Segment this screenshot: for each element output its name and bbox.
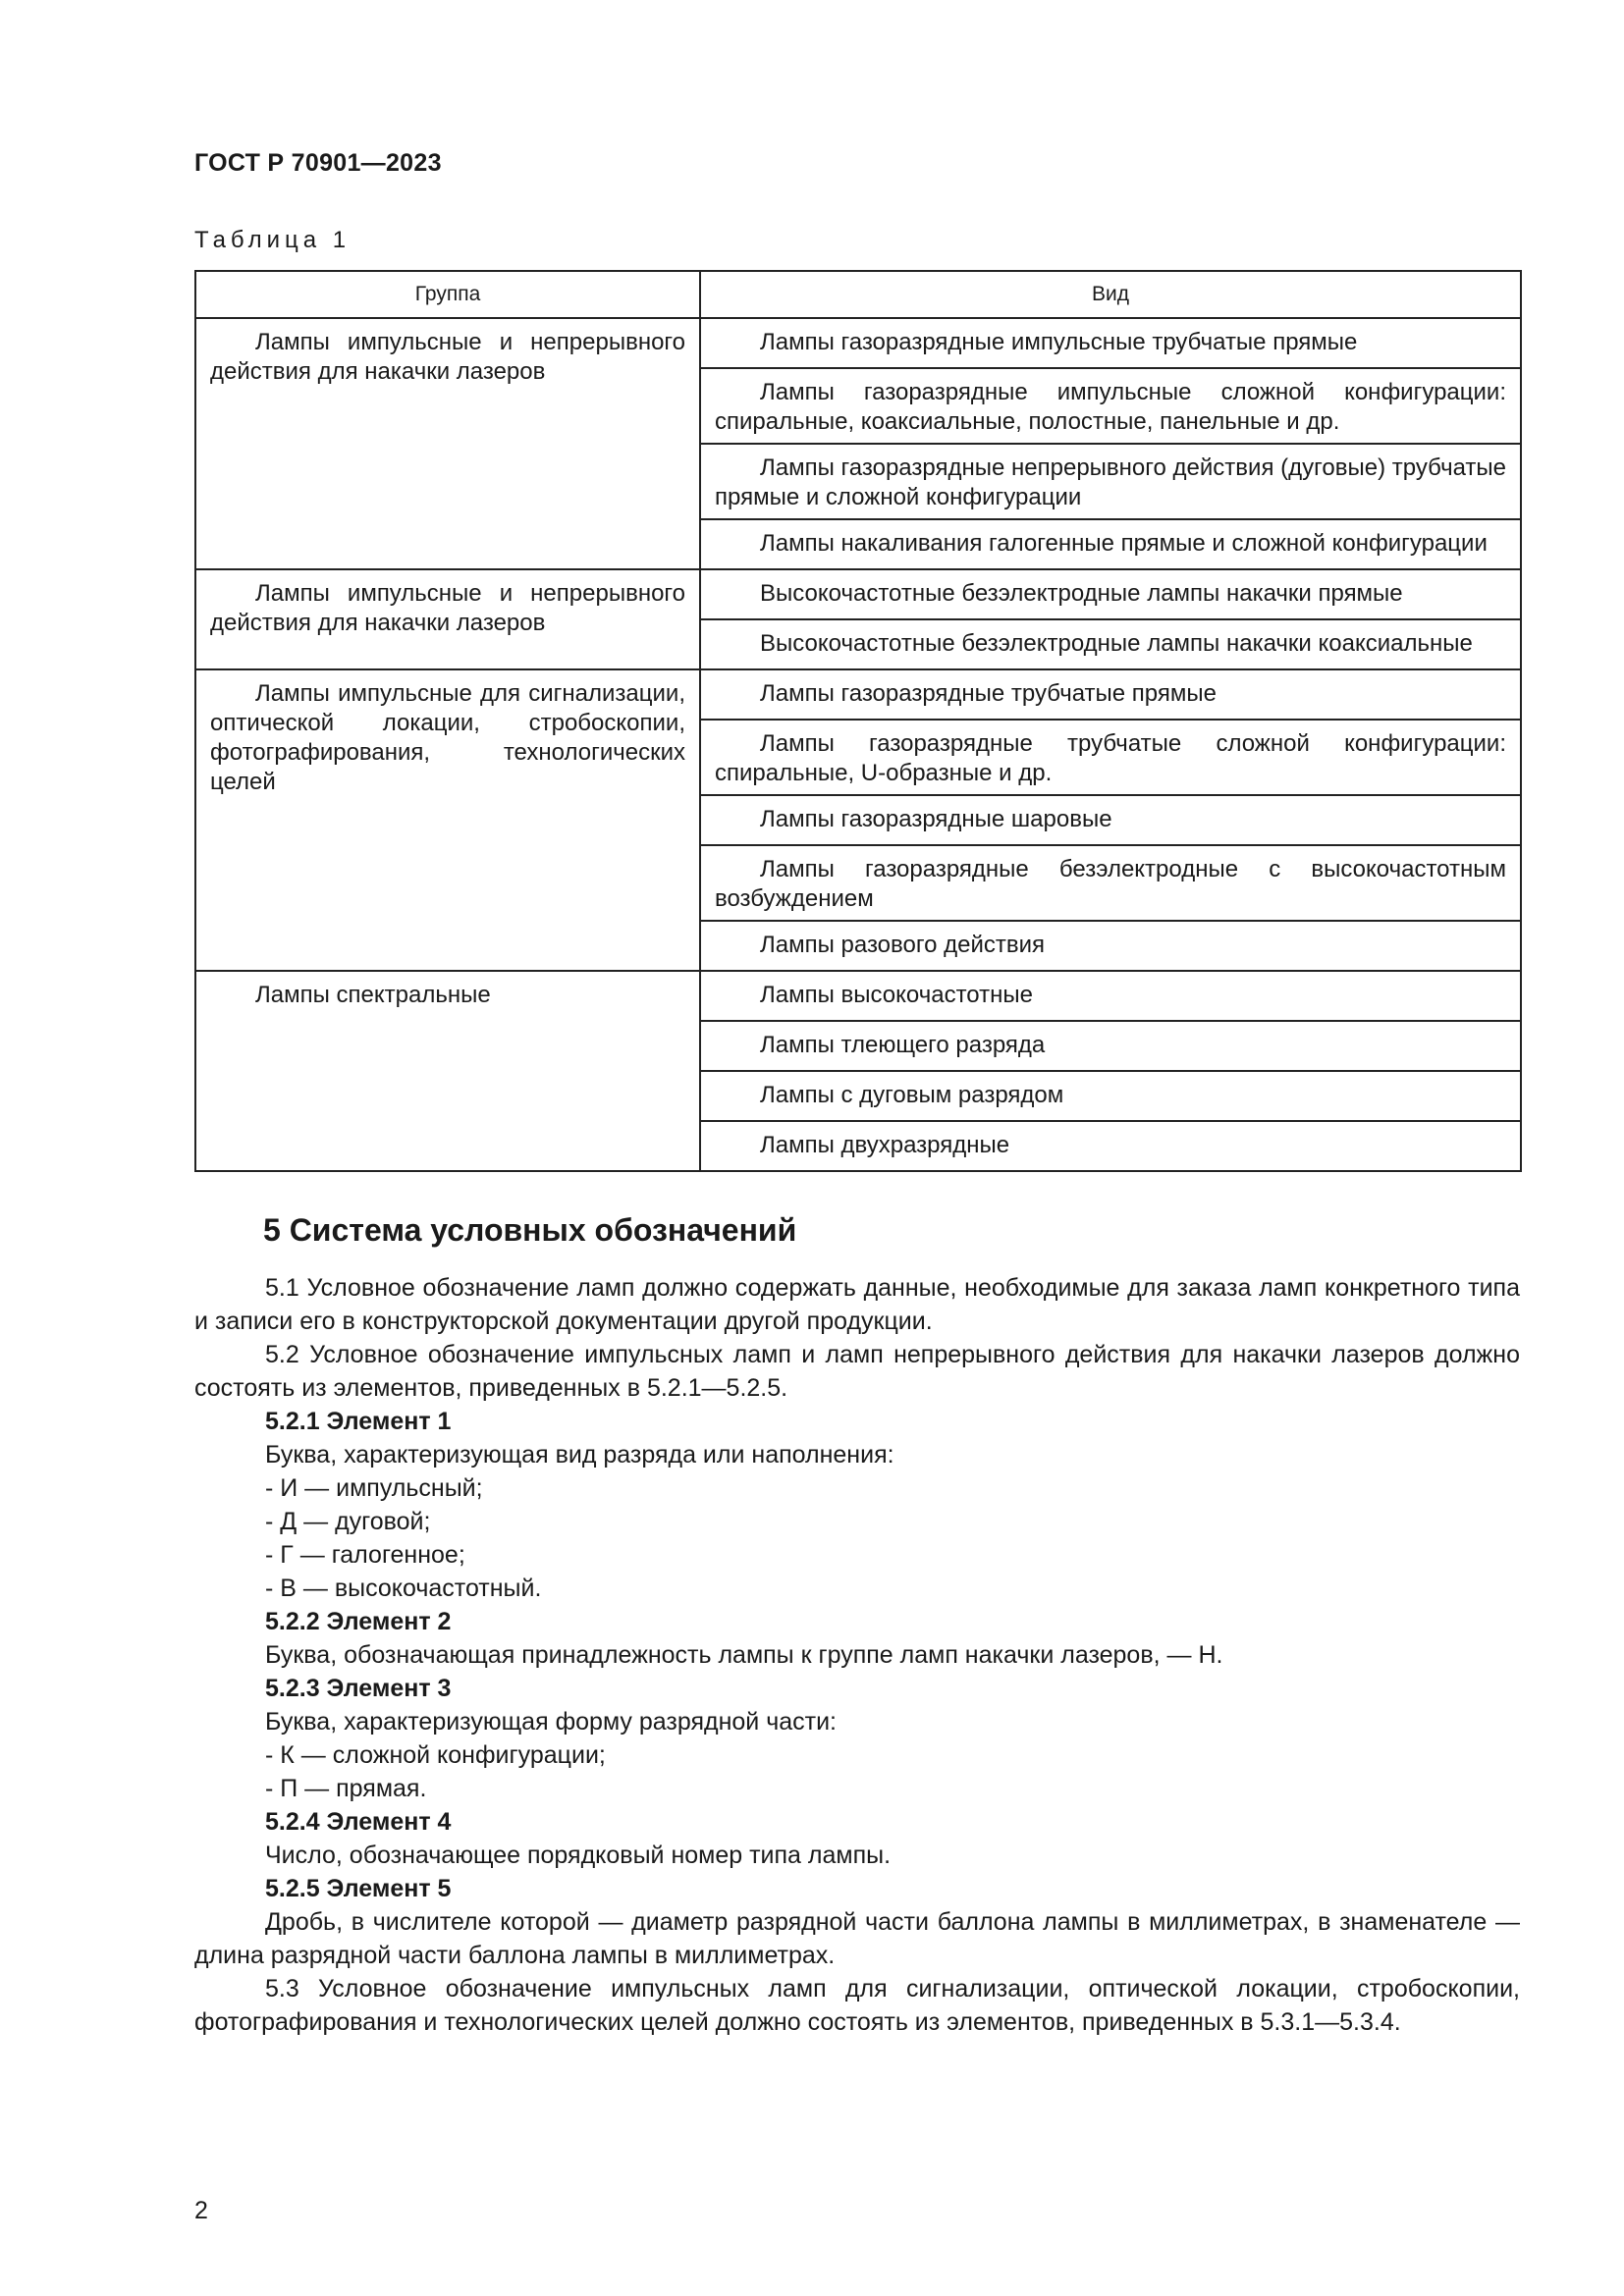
document-code: ГОСТ Р 70901—2023: [194, 149, 442, 177]
lamp-classification-table: [194, 270, 1522, 1172]
list-item: - К — сложной конфигурации;: [265, 1741, 606, 1769]
kind-cell: Высокочастотные безэлектродные лампы накачки прямые: [700, 569, 1521, 619]
kind-cell: Лампы газоразрядные импульсные трубчатые прямые: [700, 318, 1521, 368]
table-caption: Таблица 1: [194, 227, 352, 253]
kind-cell: Лампы с дуговым разрядом: [700, 1071, 1521, 1121]
section-body: [194, 1271, 1520, 2039]
subsection-heading: 5.2.3 Элемент 3: [265, 1675, 452, 1702]
kind-cell: Лампы тлеющего разряда: [700, 1021, 1521, 1071]
subsection-heading: 5.2.5 Элемент 5: [265, 1875, 452, 1902]
group-cell: Лампы спектральные: [195, 971, 700, 1171]
list-item: - Г — галогенное;: [265, 1541, 465, 1569]
kind-cell: Лампы газоразрядные шаровые: [700, 795, 1521, 845]
subsection-heading: 5.2.2 Элемент 2: [265, 1608, 452, 1635]
subsection-text: Дробь, в числителе которой — диаметр разрядной части баллона лампы в миллиметрах, в знаменателе — длина разрядной части баллона лампы в миллиметрах.: [194, 1908, 1520, 1969]
paragraph-5-2: 5.2 Условное обозначение импульсных ламп и ламп непрерывного действия для накачки лазеров должно состоять из элементов, приведенных в 5.2.1—5.2.5.: [194, 1341, 1520, 1402]
subsection-heading: 5.2.1 Элемент 1: [265, 1408, 452, 1435]
group-cell: Лампы импульсные и непрерывного действия для накачки лазеров: [195, 569, 700, 669]
list-item: - И — импульсный;: [265, 1474, 483, 1502]
subsection-heading: 5.2.4 Элемент 4: [265, 1808, 452, 1836]
subsection-text: Буква, обозначающая принадлежность лампы к группе ламп накачки лазеров, — Н.: [265, 1641, 1223, 1669]
subsection-text: Число, обозначающее порядковый номер типа лампы.: [265, 1842, 892, 1869]
paragraph-5-1: 5.1 Условное обозначение ламп должно содержать данные, необходимые для заказа ламп конкретного типа и записи его в конструкторской документации другой продукции.: [194, 1274, 1520, 1335]
kind-cell: Лампы накаливания галогенные прямые и сложной конфигурации: [700, 519, 1521, 569]
list-item: - В — высокочастотный.: [265, 1575, 542, 1602]
kind-cell: Лампы газоразрядные безэлектродные с высокочастотным возбуждением: [700, 845, 1521, 921]
group-cell: Лампы импульсные для сигнализации, оптической локации, стробоскопии, фотографирования, технологических целей: [195, 669, 700, 971]
kind-cell: Лампы газоразрядные импульсные сложной конфигурации: спиральные, коаксиальные, полостные, панельные и др.: [700, 368, 1521, 444]
kind-cell: Лампы газоразрядные трубчатые сложной конфигурации: спиральные, U-образные и др.: [700, 720, 1521, 795]
kind-cell: Лампы газоразрядные трубчатые прямые: [700, 669, 1521, 720]
header-kind: Вид: [700, 271, 1521, 318]
subsection-intro: Буква, характеризующая вид разряда или наполнения:: [265, 1441, 894, 1468]
kind-cell: Лампы газоразрядные непрерывного действия (дуговые) трубчатые прямые и сложной конфигурации: [700, 444, 1521, 519]
kind-cell: Высокочастотные безэлектродные лампы накачки коаксиальные: [700, 619, 1521, 669]
page-number: 2: [194, 2197, 208, 2224]
list-item: - П — прямая.: [265, 1775, 427, 1802]
kind-cell: Лампы разового действия: [700, 921, 1521, 971]
header-group: Группа: [195, 271, 700, 318]
paragraph-5-3: 5.3 Условное обозначение импульсных ламп для сигнализации, оптической локации, стробоскопии, фотографирования и технологических целей должно состоять из элементов, приведенных в 5.3.1—5.3.4.: [194, 1975, 1520, 2036]
group-cell: Лампы импульсные и непрерывного действия для накачки лазеров: [195, 318, 700, 569]
kind-cell: Лампы высокочастотные: [700, 971, 1521, 1021]
subsection-intro: Буква, характеризующая форму разрядной части:: [265, 1708, 838, 1735]
list-item: - Д — дуговой;: [265, 1508, 431, 1535]
kind-cell: Лампы двухразрядные: [700, 1121, 1521, 1171]
section-title: 5 Система условных обозначений: [263, 1212, 797, 1248]
